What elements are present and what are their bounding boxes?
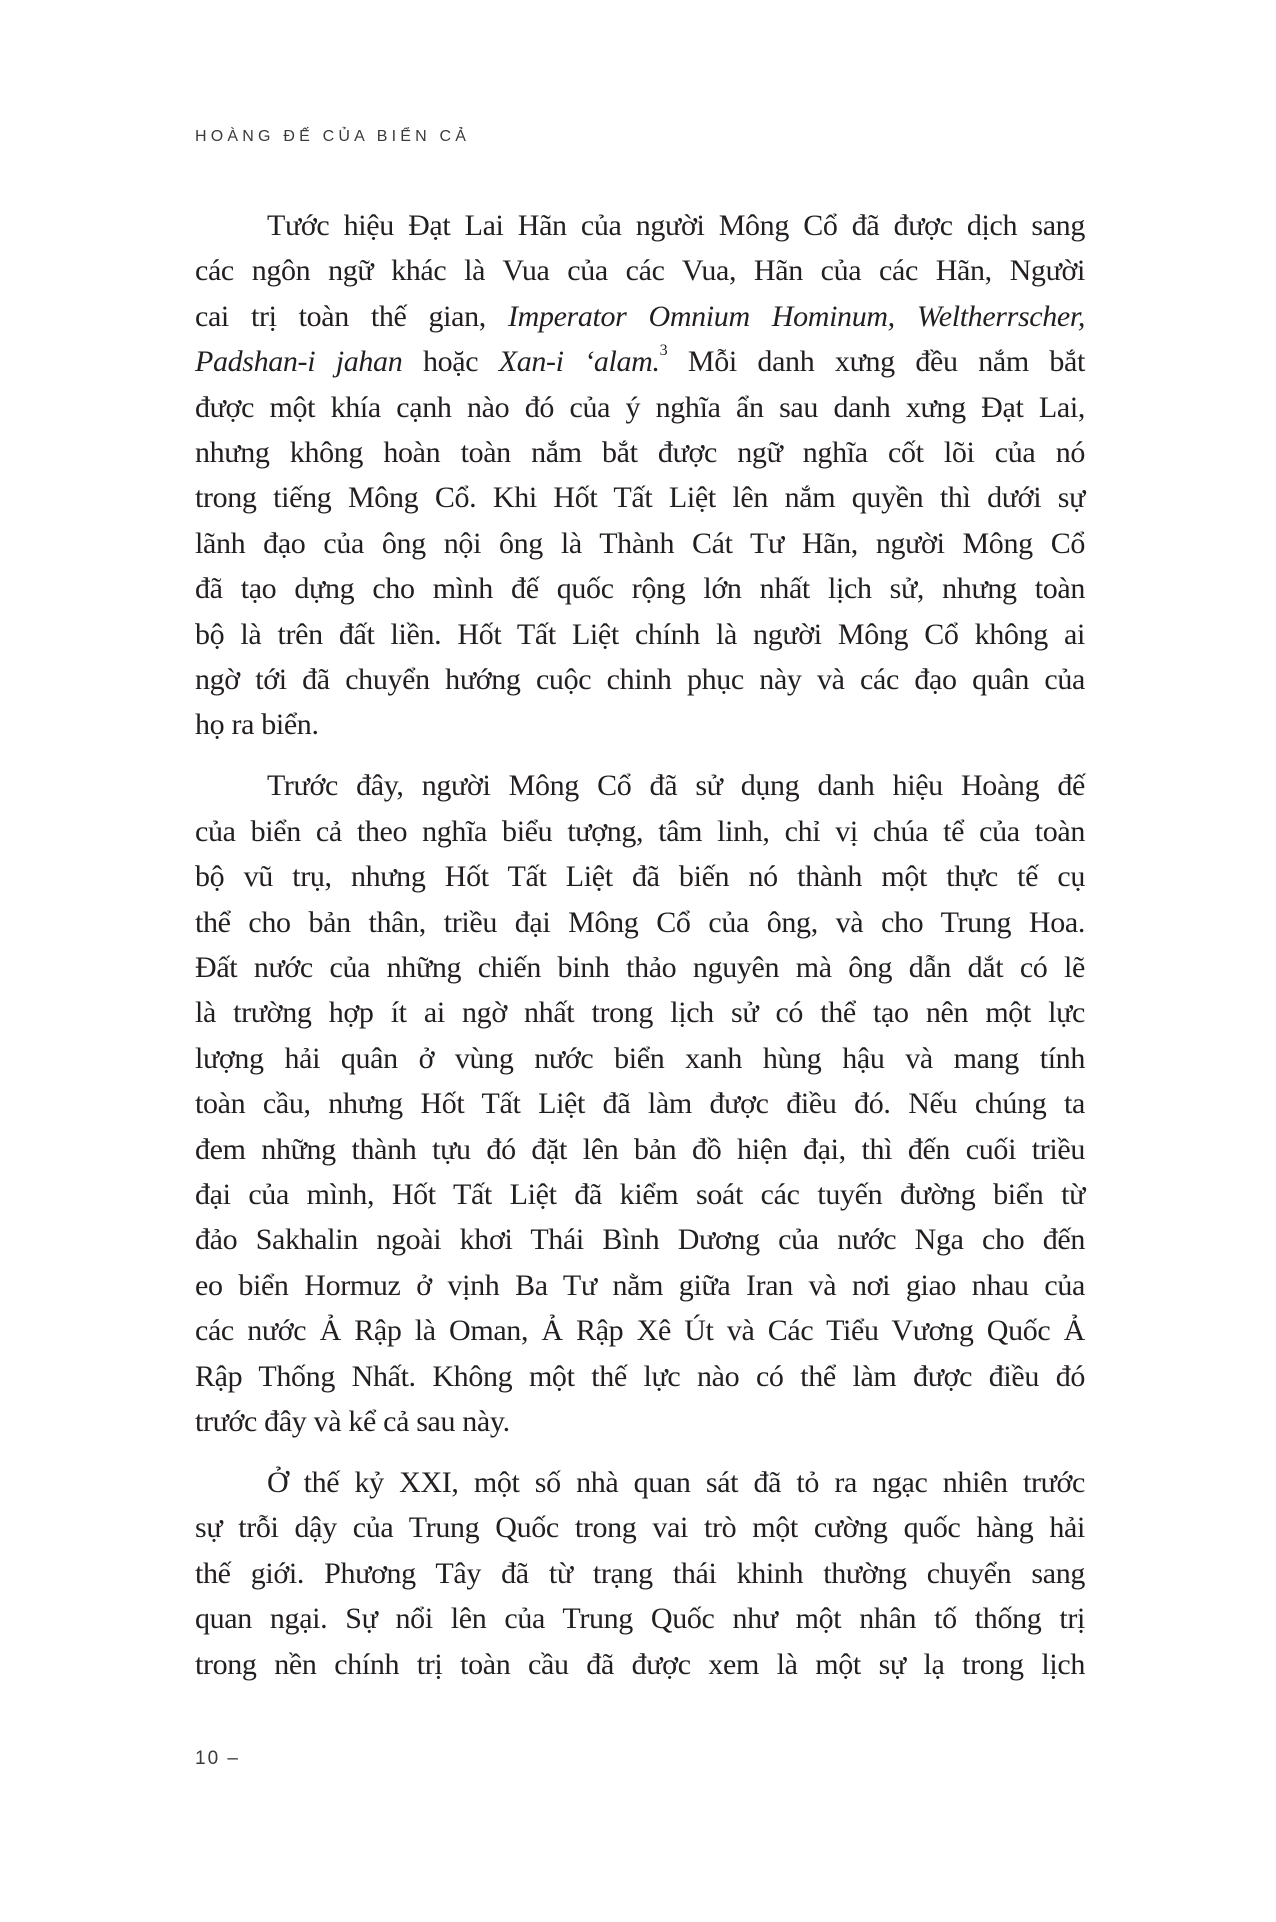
italic-term: Imperator Omnium Hominum, Weltherrscher, [507, 299, 1086, 333]
text-line: của biển cả theo nghĩa biểu tượng, tâm linh, chỉ vị chúa tể của toàn [195, 814, 1085, 848]
text-line: ngờ tới đã chuyển hướng cuộc chinh phục này và các đạo quân của [195, 663, 1085, 697]
text-line [195, 294, 1085, 339]
text-line: được một khía cạnh nào đó của ý nghĩa ẩn sau danh xưng Đạt Lai, [195, 390, 1085, 424]
text-line: thế giới. Phương Tây đã từ trạng thái khinh thường chuyển sang [195, 1556, 1085, 1590]
running-head: HOÀNG ĐẾ CỦA BIỂN CẢ [195, 128, 471, 145]
text-line: các ngôn ngữ khác là Vua của các Vua, Hãn của các Hãn, Người [195, 254, 1085, 288]
text-line: trong nền chính trị toàn cầu đã được xem là một sự lạ trong lịch [195, 1647, 1085, 1681]
italic-term: Padshan-i jahan [195, 345, 403, 379]
paragraph-1 [195, 203, 1085, 748]
text-line: Rập Thống Nhất. Không một thế lực nào có thể làm được điều đó [195, 1359, 1085, 1393]
text-run: hoặc [422, 345, 479, 379]
text-line: trong tiếng Mông Cổ. Khi Hốt Tất Liệt lên nắm quyền thì dưới sự [195, 481, 1085, 515]
text-line: đảo Sakhalin ngoài khơi Thái Bình Dương của nước Nga cho đến [195, 1223, 1085, 1257]
text-line: đem những thành tựu đó đặt lên bản đồ hiện đại, thì đến cuối triều [195, 1132, 1085, 1166]
text-line: Tước hiệu Đạt Lai Hãn của người Mông Cổ đã được dịch sang [267, 209, 1085, 242]
footnote-reference[interactable]: 3 [659, 342, 668, 360]
text-line: các nước Ả Rập là Oman, Ả Rập Xê Út và Các Tiểu Vương Quốc Ả [195, 1314, 1085, 1348]
text-line: họ ra biển. [195, 708, 319, 742]
body-text [195, 203, 1085, 1703]
text-line: là trường hợp ít ai ngờ nhất trong lịch sử có thể tạo nên một lực [195, 996, 1085, 1030]
text-line: lượng hải quân ở vùng nước biển xanh hùng hậu và mang tính [195, 1041, 1085, 1075]
text-line: đại của mình, Hốt Tất Liệt đã kiểm soát các tuyến đường biển từ [195, 1178, 1085, 1212]
text-line: Đất nước của những chiến binh thảo nguyên mà ông dẫn dắt có lẽ [195, 951, 1085, 984]
text-line: toàn cầu, nhưng Hốt Tất Liệt đã làm được điều đó. Nếu chúng ta [195, 1087, 1085, 1121]
text-line: eo biển Hormuz ở vịnh Ba Tư nằm giữa Iran và nơi giao nhau của [195, 1268, 1085, 1302]
text-line [195, 339, 1085, 384]
text-line: Trước đây, người Mông Cổ đã sử dụng danh hiệu Hoàng đế [267, 769, 1085, 803]
page-number: 10 – [195, 1748, 240, 1769]
text-line: bộ vũ trụ, nhưng Hốt Tất Liệt đã biến nó thành một thực tế cụ [195, 860, 1085, 894]
text-run: cai trị toàn thế gian, [195, 299, 486, 333]
text-run: Mỗi danh xưng đều nắm bắt [687, 345, 1085, 379]
paragraph-3 [195, 1460, 1085, 1687]
text-line: thể cho bản thân, triều đại Mông Cổ của ông, và cho Trung Hoa. [195, 905, 1085, 939]
text-line: bộ là trên đất liền. Hốt Tất Liệt chính là người Mông Cổ không ai [195, 617, 1085, 651]
text-line: Ở thế kỷ XXI, một số nhà quan sát đã tỏ ra ngạc nhiên trước [267, 1465, 1085, 1499]
text-line: trước đây và kể cả sau này. [195, 1405, 510, 1439]
paragraph-2 [195, 763, 1085, 1444]
text-line: lãnh đạo của ông nội ông là Thành Cát Tư Hãn, người Mông Cổ [195, 526, 1085, 560]
italic-term: Xan-i ʻalam. [498, 345, 660, 379]
text-line: sự trỗi dậy của Trung Quốc trong vai trò một cường quốc hàng hải [195, 1511, 1085, 1545]
text-line: quan ngại. Sự nổi lên của Trung Quốc như một nhân tố thống trị [195, 1602, 1085, 1636]
text-line: đã tạo dựng cho mình đế quốc rộng lớn nhất lịch sử, nhưng toàn [195, 572, 1085, 606]
text-line: nhưng không hoàn toàn nắm bắt được ngữ nghĩa cốt lõi của nó [195, 436, 1085, 470]
